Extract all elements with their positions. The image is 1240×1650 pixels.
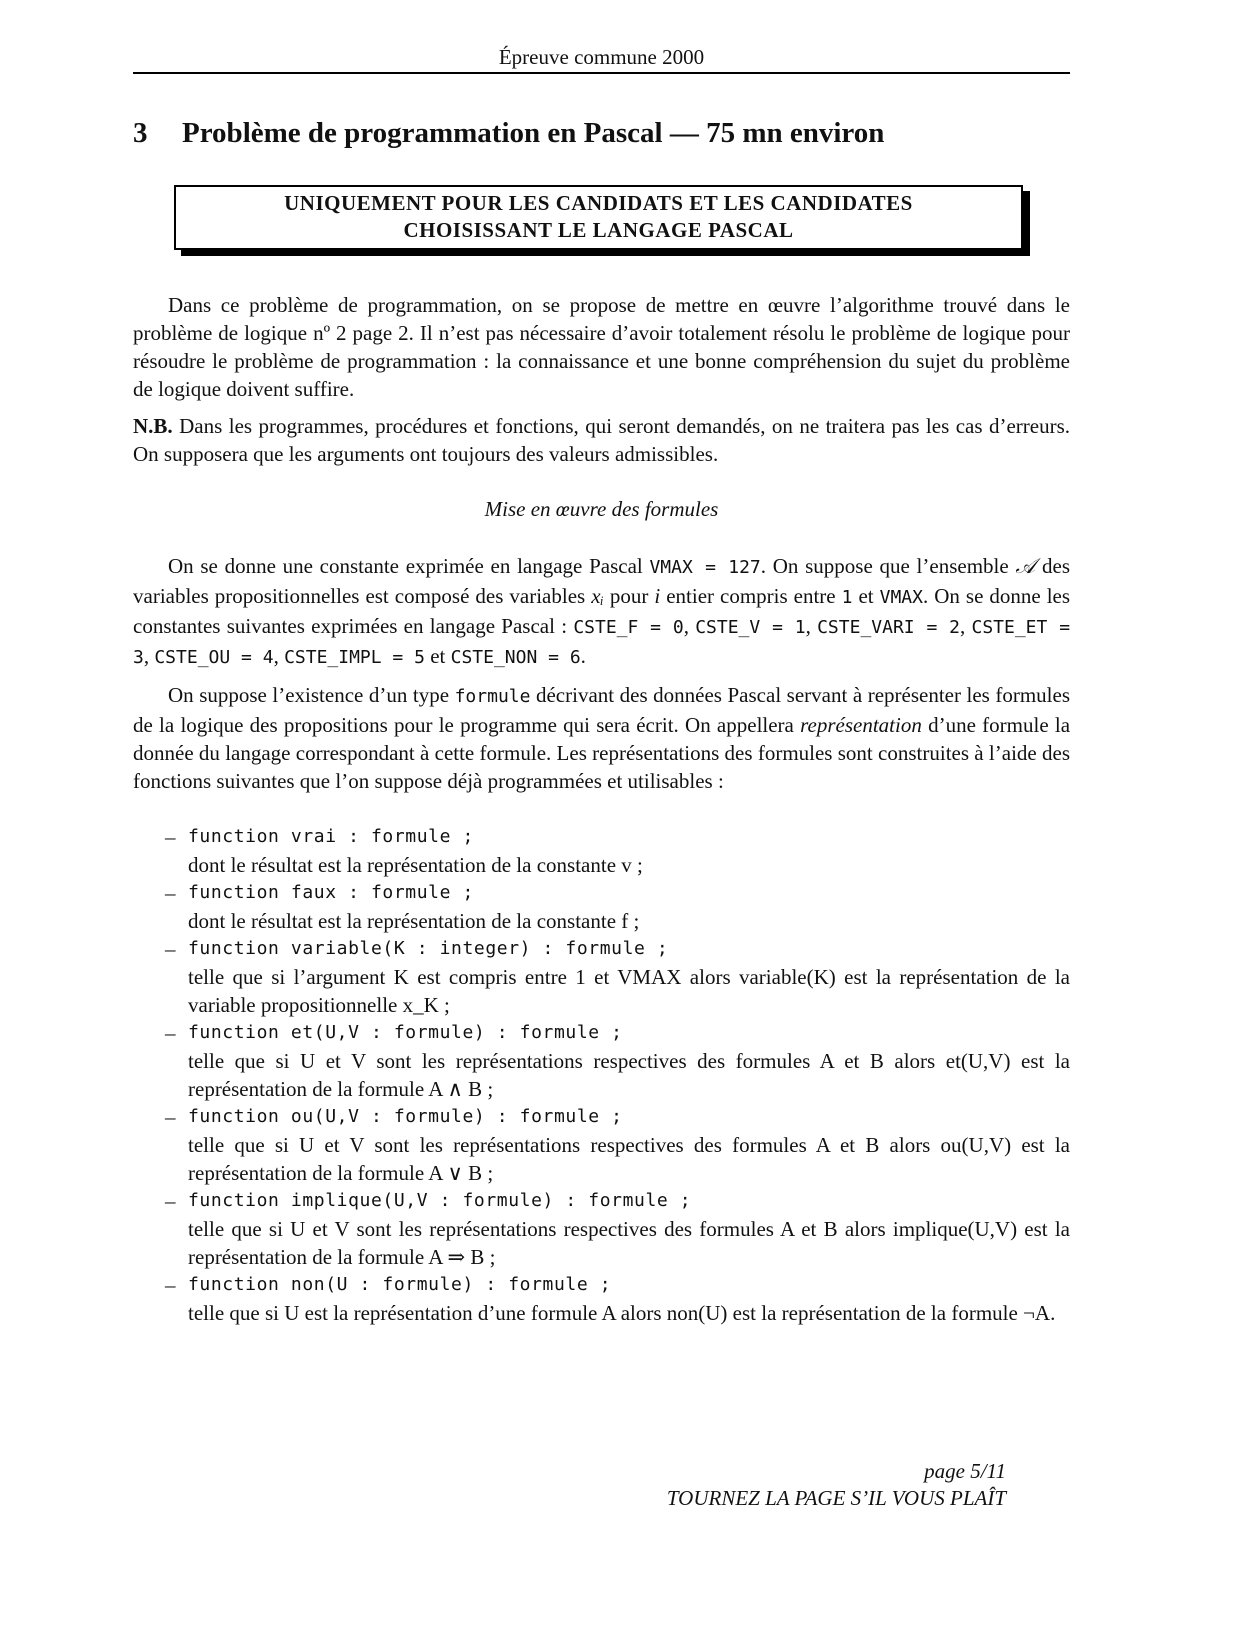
code-cste-impl: CSTE_IMPL = 5	[284, 647, 425, 668]
list-item	[133, 1019, 1070, 1103]
list-item	[133, 1187, 1070, 1271]
function-description: dont le résultat est la représentation de la constante v ;	[188, 853, 643, 877]
text-run: . On suppose que l’ensemble	[760, 554, 1009, 578]
function-signature: function non(U : formule) : formule ;	[188, 1274, 612, 1295]
running-header: Épreuve commune 2000	[498, 45, 705, 69]
set-symbol: 𝒜	[1015, 554, 1036, 578]
list-item	[133, 879, 1070, 935]
function-list	[133, 823, 1070, 1327]
constants-paragraph: On se donne une constante exprimée en langage Pascal VMAX = 127. On suppose que l’ensemble 𝒜 des variables propositionnelles est composé des variables xᵢ pour i entier compris entre 1 et VMAX. On se donne les constantes suivantes exprimées en langage Pascal : CSTE_F = 0, CSTE_V = 1, CSTE_VARI = 2, CSTE_ET = 3, CSTE_OU = 4, CSTE_IMPL = 5 et CSTE_NON = 6.	[133, 554, 1071, 668]
list-dash: –	[165, 1021, 176, 1045]
code-vmax-decl: VMAX = 127	[649, 557, 761, 578]
notice-line-2: CHOISISSANT LE LANGAGE PASCAL	[403, 218, 794, 242]
function-description: telle que si U et V sont les représentations respectives des formules A et B alors ou(U,V) est la représentation de la formule A ∨ B ;	[188, 1133, 1070, 1185]
list-item	[133, 1103, 1070, 1187]
nb-label: N.B.	[133, 414, 173, 438]
list-item	[133, 1271, 1070, 1327]
list-item	[133, 935, 1070, 1019]
text-run: pour	[609, 584, 649, 608]
function-signature: function faux : formule ;	[188, 882, 474, 903]
page-footer	[667, 1458, 1006, 1512]
list-dash: –	[165, 1273, 176, 1297]
var-i: i	[654, 584, 661, 608]
text-run: d’une formule la donnée du langage correspondant à cette formule. Les représentations des formules sont construites à l’aide des fonctions suivantes que l’on suppose déjà programmées et utilisables :	[133, 713, 1071, 793]
function-description: telle que si U est la représentation d’une formule A alors non(U) est la représentation de la formule ¬A.	[188, 1301, 1056, 1325]
nb-text: Dans les programmes, procédures et fonctions, qui seront demandés, on ne traitera pas les cas d’erreurs. On supposera que les arguments ont toujours des valeurs admissibles.	[133, 414, 1070, 466]
function-description: telle que si l’argument K est compris entre 1 et VMAX alors variable(K) est la représentation de la variable propositionnelle x_K ;	[188, 965, 1070, 1017]
list-dash: –	[165, 1189, 176, 1213]
function-signature: function vrai : formule ;	[188, 826, 474, 847]
code-cste-et: CSTE_ET = 3	[133, 617, 1071, 668]
function-signature: function implique(U,V : formule) : formule ;	[188, 1190, 692, 1211]
function-signature: function variable(K : integer) : formule ;	[188, 938, 669, 959]
page-number: page 5/11	[924, 1459, 1006, 1483]
code-cste-non: CSTE_NON = 6	[450, 647, 581, 668]
list-dash: –	[165, 937, 176, 961]
list-item	[133, 823, 1070, 879]
text-run: On suppose l’existence d’un type	[168, 683, 450, 707]
list-dash: –	[165, 1105, 176, 1129]
function-description: telle que si U et V sont les représentations respectives des formules A et B alors implique(U,V) est la représentation de la formule A ⇒ B ;	[188, 1217, 1070, 1269]
function-description: dont le résultat est la représentation de la constante f ;	[188, 909, 640, 933]
section-number: 3	[133, 117, 148, 149]
code-cste-vari: CSTE_VARI = 2	[817, 617, 960, 638]
intro-paragraph: Dans ce problème de programmation, on se propose de mettre en œuvre l’algorithme trouvé dans le problème de logique nº 2 page 2. Il n’est pas nécessaire d’avoir totalement résolu le problème de logique pour résoudre le problème de programmation : la connaissance et une bonne compréhension du sujet du problème de logique doivent suffire.	[133, 293, 1070, 401]
function-signature: function et(U,V : formule) : formule ;	[188, 1022, 623, 1043]
code-formule: formule	[454, 686, 531, 707]
type-paragraph	[133, 681, 1070, 795]
text-run: et	[858, 584, 874, 608]
header-rule	[133, 72, 1070, 74]
notice-line-1: UNIQUEMENT POUR LES CANDIDATS ET LES CANDIDATES	[284, 191, 913, 215]
section-heading	[133, 115, 884, 151]
code-cste-v: CSTE_V = 1	[695, 617, 806, 638]
function-signature: function ou(U,V : formule) : formule ;	[188, 1106, 623, 1127]
turn-page-notice: TOURNEZ LA PAGE S’IL VOUS PLAÎT	[666, 1486, 1006, 1510]
code-cste-ou: CSTE_OU = 4	[154, 647, 274, 668]
text-run: et	[430, 644, 446, 668]
code-cste-f: CSTE_F = 0	[573, 617, 684, 638]
code-vmax: VMAX	[879, 587, 923, 608]
text-run: . On se donne les constantes suivantes exprimées en langage Pascal :	[133, 584, 1071, 638]
candidate-notice-box	[174, 185, 1023, 250]
text-run: des variables propositionnelles est composé des variables	[133, 554, 1070, 608]
list-dash: –	[165, 881, 176, 905]
text-run: .	[580, 644, 586, 668]
code-one: 1	[841, 587, 853, 608]
section-title: Problème de programmation en Pascal — 75 mn environ	[182, 117, 885, 149]
function-description: telle que si U et V sont les représentations respectives des formules A et B alors et(U,V) est la représentation de la formule A ∧ B ;	[188, 1049, 1070, 1101]
term-representation: représentation	[800, 713, 922, 737]
var-xi: xᵢ	[591, 584, 604, 608]
text-run: entier compris entre	[666, 584, 836, 608]
subsection-title: Mise en œuvre des formules	[484, 497, 719, 521]
nb-paragraph	[133, 412, 1070, 468]
text-run: décrivant des données Pascal servant à représenter les formules de la logique des propositions pour le programme qui sera écrit. On appellera	[133, 683, 1071, 737]
main-content	[133, 291, 1070, 1327]
text-run: On se donne une constante exprimée en langage Pascal	[168, 554, 643, 578]
list-dash: –	[165, 825, 176, 849]
